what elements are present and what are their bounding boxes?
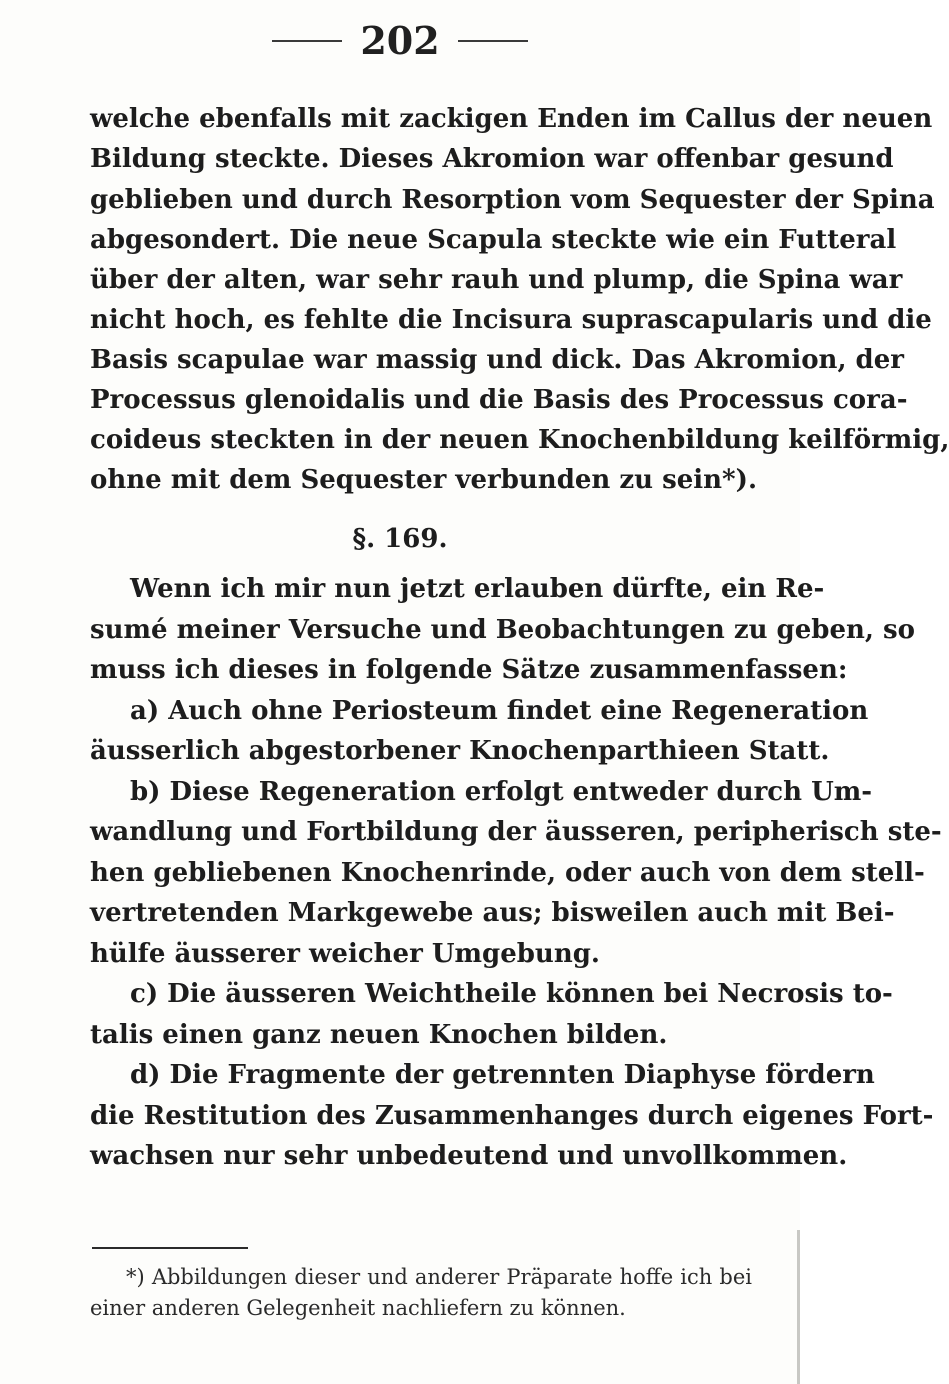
text-line: abgesondert. Die neue Scapula steckte wie ein Futteral [90,225,897,255]
text-line: Wenn ich mir nun jetzt erlauben dürfte, ein Re- [130,574,825,604]
list-item-a: a) Auch ohne Periosteum findet eine Regeneration [130,696,869,726]
header-dash-right [458,40,528,42]
text-line: geblieben und durch Resorption vom Sequester der Spina [90,185,935,215]
text-line: wandlung und Fortbildung der äusseren, peripherisch ste- [90,817,942,847]
list-item-b: b) Diese Regeneration erfolgt entweder durch Um- [130,777,873,807]
footnote-line: *) Abbildungen dieser und anderer Präparate hoffe ich bei [126,1265,752,1289]
page-edge-shadow [797,1230,800,1384]
text-line: Processus glenoidalis und die Basis des Processus cora- [90,385,908,415]
text-line: coideus steckten in der neuen Knochenbildung keilförmig, [90,425,949,455]
page-number: 202 [360,18,440,63]
page-header [0,18,800,63]
text-line: sumé meiner Versuche und Beobachtungen zu geben, so [90,615,915,645]
section-heading: §. 169. [352,524,448,554]
text-line: die Restitution des Zusammenhanges durch eigenes Fort- [90,1101,934,1131]
footnote-line: einer anderen Gelegenheit nachliefern zu können. [90,1296,626,1320]
text-line: talis einen ganz neuen Knochen bilden. [90,1020,668,1050]
list-item-d: d) Die Fragmente der getrennten Diaphyse fördern [130,1060,875,1090]
text-line: hülfe äusserer weicher Umgebung. [90,939,600,969]
text-line: über der alten, war sehr rauh und plump, die Spina war [90,265,903,295]
text-line: welche ebenfalls mit zackigen Enden im Callus der neuen [90,104,933,134]
text-line: Basis scapulae war massig und dick. Das Akromion, der [90,345,904,375]
text-line: wachsen nur sehr unbedeutend und unvollkommen. [90,1141,848,1171]
text-line: hen gebliebenen Knochenrinde, oder auch von dem stell- [90,858,925,888]
header-dash-left [272,40,342,42]
text-line: nicht hoch, es fehlte die Incisura suprascapularis und die [90,305,932,335]
footnote-rule [92,1247,248,1249]
text-line: ohne mit dem Sequester verbunden zu sein*). [90,465,757,495]
text-line: vertretenden Markgewebe aus; bisweilen auch mit Bei- [90,898,895,928]
text-line: muss ich dieses in folgende Sätze zusammenfassen: [90,655,848,685]
list-item-c: c) Die äusseren Weichtheile können bei Necrosis to- [130,979,893,1009]
text-line: äusserlich abgestorbener Knochenparthieen Statt. [90,736,830,766]
text-line: Bildung steckte. Dieses Akromion war offenbar gesund [90,144,894,174]
